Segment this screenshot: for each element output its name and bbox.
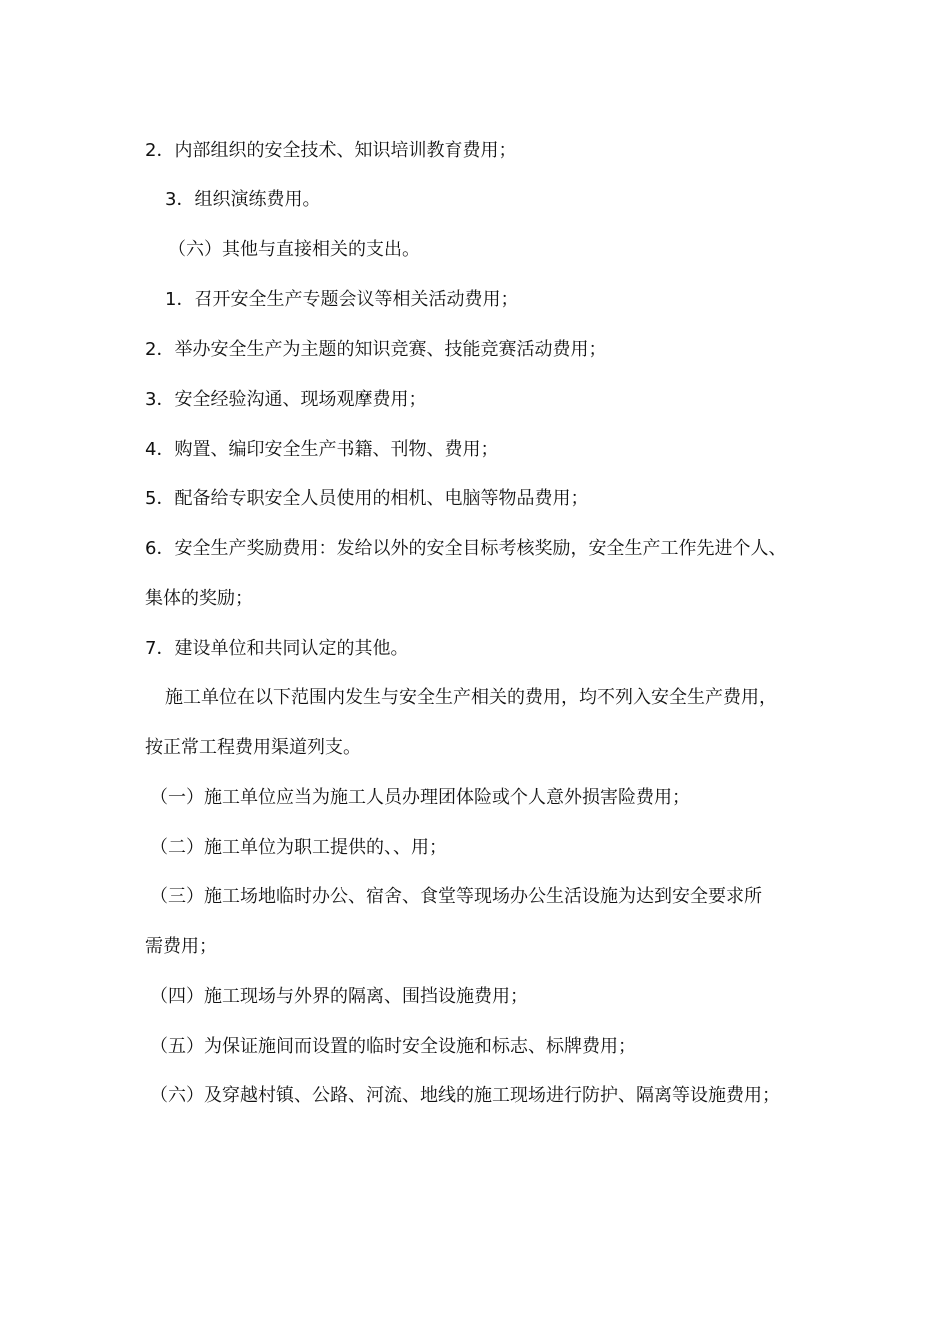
text-line: 6．安全生产奖励费用：发给以外的安全目标考核奖励，安全生产工作先进个人、	[145, 538, 787, 559]
text-line: （六）其他与直接相关的支出。	[168, 239, 420, 260]
text-line: 7．建设单位和共同认定的其他。	[145, 638, 409, 659]
text-line: （四）施工现场与外界的隔离、围挡设施费用；	[150, 986, 528, 1007]
text-line: 施工单位在以下范围内发生与安全生产相关的费用，均不列入安全生产费用，	[165, 687, 777, 708]
text-line: 3．组织演练费用。	[165, 189, 321, 210]
text-line: （二）施工单位为职工提供的、、用；	[150, 837, 447, 858]
text-line: 3．安全经验沟通、现场观摩费用；	[145, 389, 427, 410]
text-line: 5．配备给专职安全人员使用的相机、电脑等物品费用；	[145, 488, 589, 509]
text-line: 2．内部组织的安全技术、知识培训教育费用；	[145, 140, 517, 161]
text-line: （三）施工场地临时办公、宿舍、食堂等现场办公生活设施为达到安全要求所	[150, 886, 762, 907]
text-line: 1．召开安全生产专题会议等相关活动费用；	[165, 289, 519, 310]
text-line: （一）施工单位应当为施工人员办理团体险或个人意外损害险费用；	[150, 787, 690, 808]
text-line: 4．购置、编印安全生产书籍、刊物、费用；	[145, 439, 499, 460]
text-line: （五）为保证施间而设置的临时安全设施和标志、标牌费用；	[150, 1036, 636, 1057]
text-line: 需费用；	[145, 936, 217, 957]
text-line: 2．举办安全生产为主题的知识竞赛、技能竞赛活动费用；	[145, 339, 607, 360]
text-line: 按正常工程费用渠道列支。	[145, 737, 361, 758]
text-line: 集体的奖励；	[145, 588, 253, 609]
text-line: （六）及穿越村镇、公路、河流、地线的施工现场进行防护、隔离等设施费用；	[150, 1085, 780, 1106]
